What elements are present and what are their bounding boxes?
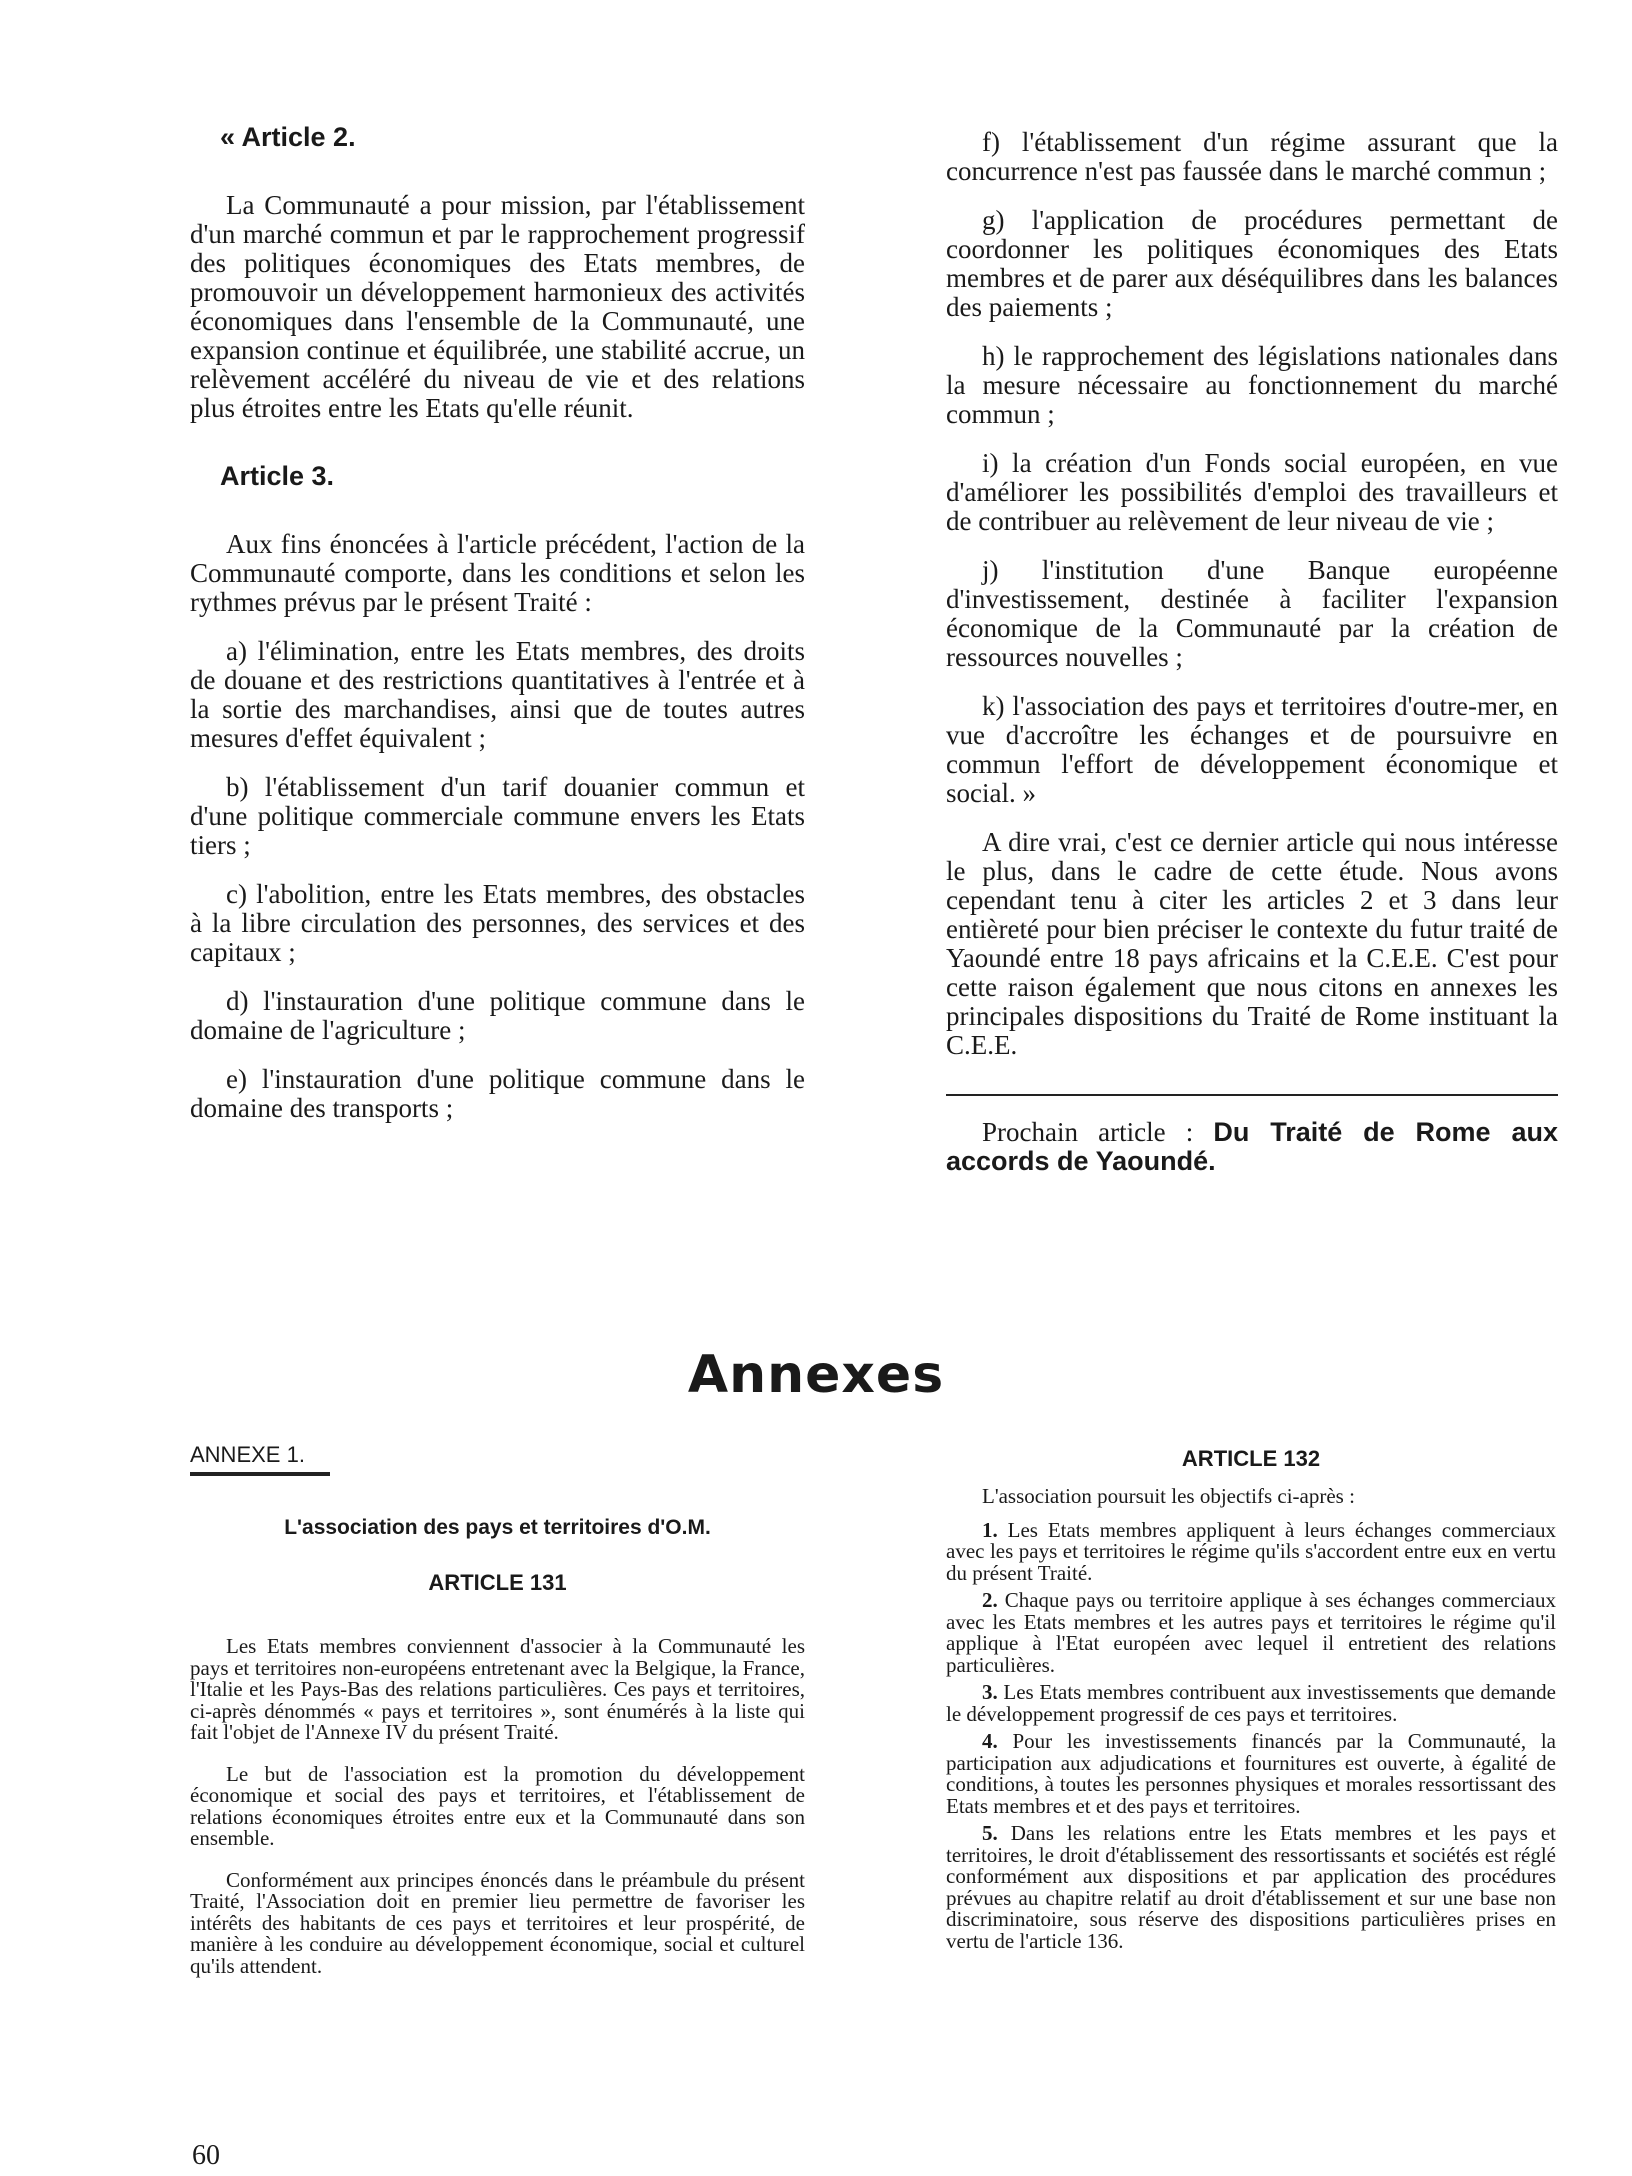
list-item: f) l'établissement d'un régime assurant que la concurrence n'est pas faussée dans le marché commun ; [946,127,1558,186]
list-item: b) l'établissement d'un tarif douanier commun et d'une politique commerciale commune envers les Etats tiers ; [190,772,805,860]
article2-text: La Communauté a pour mission, par l'établissement d'un marché commun et par le rapprochement progressif des politiques économiques des Etats membres, de promouvoir un développement harmonieux des activités économiques dans l'ensemble de la Communauté, une expansion continue et équilibrée, une stabilité accrue, un relèvement accéléré du niveau de vie et des relations plus étroites entre les Etats qu'elle réunit. [190,190,805,423]
annex-item-text: Les Etats membres contribuent aux investissements que demande le développement progressif de ces pays et territoires. [946,1680,1557,1726]
next-article-label: Prochain article : [982,1117,1214,1147]
annex-item [946,1731,1556,1817]
annex-paragraph: Les Etats membres conviennent d'associer à la Communauté les pays et territoires non-européens entretenant avec la Belgique, la France, l'Italie et les Pays-Bas des relations particulières. Ces pays et territoires, ci-après dénommés « pays et territoires », sont énumérés à la liste qui fait l'objet de l'Annexe IV du présent Traité. [190,1634,805,1744]
list-item: i) la création d'un Fonds social européen, en vue d'améliorer les possibilités d'emploi des travailleurs et de contribuer au relèvement de leur niveau de vie ; [946,448,1558,536]
annex-item-text: Chaque pays ou territoire applique à ses échanges commerciaux avec les Etats membres et les autres pays et territoires le régime qu'il applique à l'Etat européen avec lequel il entretient des relations particulières. [946,1588,1557,1677]
right-column [946,128,1558,1176]
annex-item-number: 3. [982,1680,998,1704]
page-number: 60 [192,2140,220,2171]
annex-item-text: Pour les investissements financés par la Communauté, la participation aux adjudications et fournitures est ouverte, à égalité de conditions, à toutes les personnes physiques et morales ressortissant des Etats membres et et des pays et territoires. [946,1729,1556,1818]
annex-paragraph: Conformément aux principes énoncés dans le préambule du présent Traité, l'Association doit en premier lieu permettre de favoriser les intérêts des habitants de ces pays et territoires et leur prospérité, de manière à les conduire au développement économique, social et culturel qu'ils attendent. [190,1867,805,1978]
annex-item [946,1823,1556,1952]
annex-item-number: 4. [982,1729,998,1753]
annex-intro: L'association poursuit les objectifs ci-après : [982,1484,1355,1508]
annexes-title: Annexes [687,1345,945,1405]
next-article [946,1118,1558,1176]
annex-left-column [190,1442,805,1977]
article3-intro: Aux fins énoncées à l'article précédent, l'action de la Communauté comporte, dans les conditions et selon les rythmes prévus par le présent Traité : [190,529,805,617]
annex-item-number: 5. [982,1821,998,1845]
annex-item-number: 1. [982,1517,998,1542]
list-item: e) l'instauration d'une politique commune dans le domaine des transports ; [190,1064,805,1123]
next-article-title: Du Traité de Rome aux accords de Yaoundé. [946,1117,1558,1176]
annex-item [946,1590,1556,1676]
list-item: c) l'abolition, entre les Etats membres, des obstacles à la libre circulation des personnes, des services et des capitaux ; [190,879,805,967]
annex-label: ANNEXE 1. [190,1442,305,1467]
article3-heading: Article 3. [220,461,335,491]
annex-item-text: Dans les relations entre les Etats membres et les pays et territoires, le droit d'établissement des ressortissants et sociétés est réglé conformément aux dispositions et par application des procédures prévues au chapitre relatif au droit d'établissement et sur une base non discriminatoire, sous réserve des dispositions particulières prises en vertu de l'article 136. [946,1821,1556,1953]
list-item: g) l'application de procédures permettant de coordonner les politiques économiques des Etats membres et de parer aux déséquilibres dans les balances des paiements ; [946,205,1558,322]
list-item: a) l'élimination, entre les Etats membres, des droits de douane et des restrictions quantitatives à l'entrée et à la sortie des marchandises, ainsi que de toutes autres mesures d'effet équivalent ; [190,636,805,753]
article-132-title: ARTICLE 132 [1181,1446,1321,1471]
left-column [190,122,805,1123]
separator-rule [946,1094,1558,1096]
list-item: d) l'instauration d'une politique commune dans le domaine de l'agriculture ; [190,986,805,1045]
list-item: j) l'institution d'une Banque européenne d'investissement, destinée à faciliter l'expansion économique de la Communauté par la création de ressources nouvelles ; [946,555,1558,672]
commentary-paragraph: A dire vrai, c'est ce dernier article qui nous intéresse le plus, dans le cadre de cette étude. Nous avons cependant tenu à citer les articles 2 et 3 dans leur entièreté pour bien préciser le contexte du futur traité de Yaoundé entre 18 pays africains et la C.E.E. C'est pour cette raison également que nous citons en annexes les principales dispositions du Traité de Rome instituant la C.E.E. [946,827,1558,1060]
annex-item [946,1682,1556,1725]
annex-item-text: Les Etats membres appliquent à leurs échanges commerciaux avec les pays et territoires le régime qu'ils s'accordent entre eux en vertu du présent Traité. [946,1517,1557,1585]
annex-right-column [946,1446,1556,1952]
annex-paragraph: Le but de l'association est la promotion du développement économique et social des pays et territoires, et l'établissement de relations économiques étroites entre eux et la Communauté dans son ensemble. [190,1761,805,1850]
annex-subtitle: L'association des pays et territoires d'O.M. [284,1516,711,1539]
annex-label-underline [190,1472,330,1476]
annex-item-number: 2. [982,1588,998,1612]
article2-heading: « Article 2. [220,122,356,152]
annex-item [946,1517,1557,1585]
list-item: h) le rapprochement des législations nationales dans la mesure nécessaire au fonctionnement du marché commun ; [946,341,1558,429]
list-item: k) l'association des pays et territoires d'outre-mer, en vue d'accroître les échanges et de poursuivre en commun l'effort de développement économique et social. » [946,691,1558,808]
article-131-title: ARTICLE 131 [428,1570,567,1595]
